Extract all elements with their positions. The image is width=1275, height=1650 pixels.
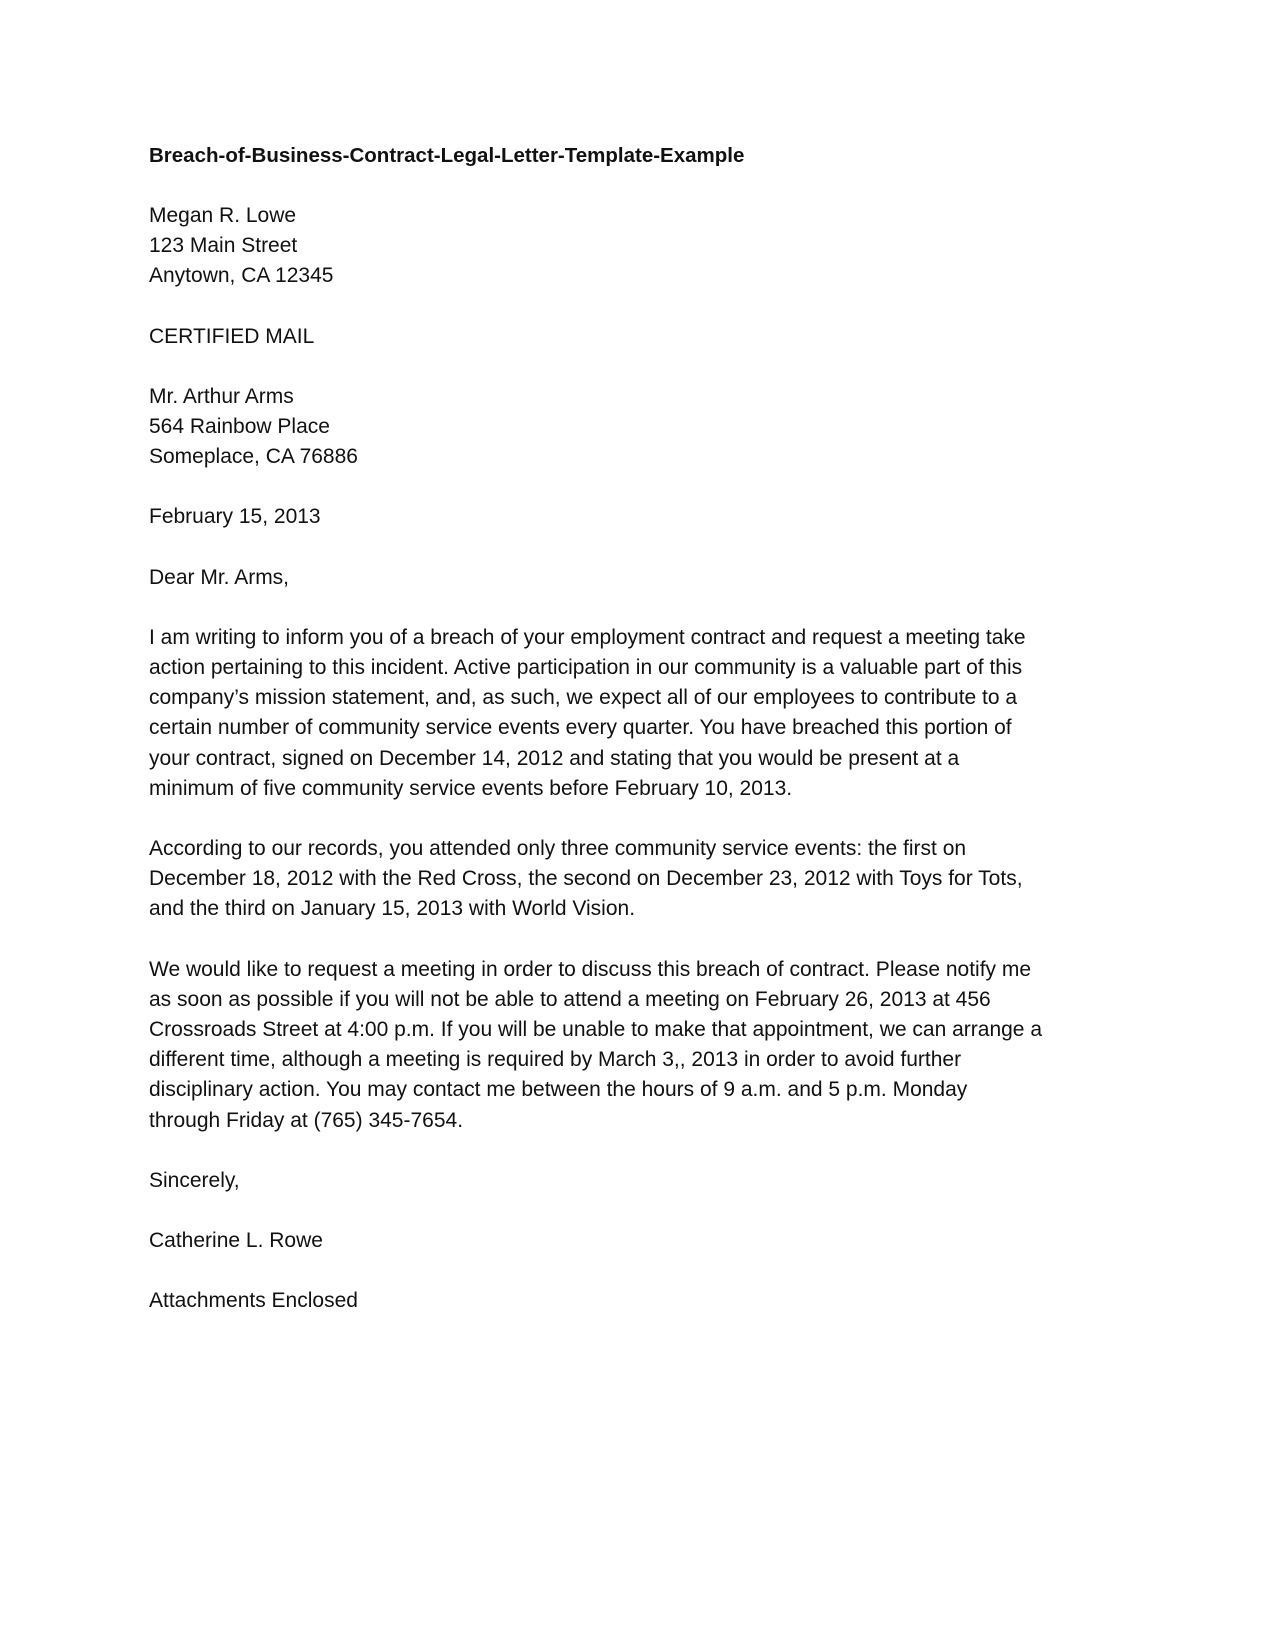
paragraph-line: your contract, signed on December 14, 2012 and stating that you would be present at a <box>149 746 960 770</box>
recipient-address <box>149 382 1139 473</box>
paragraph-line: Crossroads Street at 4:00 p.m. If you will be unable to make that appointment, we can arrange a <box>149 1018 1042 1042</box>
paragraph-line: minimum of five community service events before February 10, 2013. <box>149 776 793 800</box>
document-title: Breach-of-Business-Contract-Legal-Letter-Template-Example <box>149 144 745 167</box>
paragraph-line: different time, although a meeting is required by March 3,, 2013 in order to avoid further <box>149 1048 962 1072</box>
paragraph-line: through Friday at (765) 345-7654. <box>149 1108 464 1132</box>
enclosure-note: Attachments Enclosed <box>149 1289 358 1313</box>
letter-page <box>149 141 1139 1346</box>
paragraph-line: action pertaining to this incident. Active participation in our community is a valuable part of this <box>149 656 1023 680</box>
sender-address <box>149 201 1139 292</box>
recipient-name: Mr. Arthur Arms <box>149 384 294 408</box>
paragraph-line: I am writing to inform you of a breach of your employment contract and request a meeting take <box>149 625 1026 649</box>
recipient-city: Someplace, CA 76886 <box>149 445 358 469</box>
closing: Sincerely, <box>149 1168 240 1192</box>
paragraph-line: company’s mission statement, and, as such, we expect all of our employees to contribute to a <box>149 686 1018 710</box>
paragraph-line: certain number of community service events every quarter. You have breached this portion of <box>149 716 1012 740</box>
paragraph-line: and the third on January 15, 2013 with World Vision. <box>149 897 636 921</box>
sender-city: Anytown, CA 12345 <box>149 264 334 288</box>
paragraph-line: disciplinary action. You may contact me between the hours of 9 a.m. and 5 p.m. Monday <box>149 1078 968 1102</box>
body-paragraph-3 <box>149 955 1139 1136</box>
body-paragraph-1 <box>149 623 1139 804</box>
paragraph-line: as soon as possible if you will not be able to attend a meeting on February 26, 2013 at 456 <box>149 987 991 1011</box>
salutation: Dear Mr. Arms, <box>149 565 290 589</box>
body-paragraph-2 <box>149 834 1139 925</box>
signer-name: Catherine L. Rowe <box>149 1229 323 1253</box>
paragraph-line: We would like to request a meeting in order to discuss this breach of contract. Please notify me <box>149 957 1032 981</box>
paragraph-line: According to our records, you attended only three community service events: the first on <box>149 837 967 861</box>
delivery-method: CERTIFIED MAIL <box>149 324 315 348</box>
sender-name: Megan R. Lowe <box>149 204 297 227</box>
recipient-street: 564 Rainbow Place <box>149 415 330 439</box>
sender-street: 123 Main Street <box>149 234 298 258</box>
paragraph-line: December 18, 2012 with the Red Cross, the second on December 23, 2012 with Toys for Tots, <box>149 867 1023 891</box>
letter-date: February 15, 2013 <box>149 505 321 529</box>
